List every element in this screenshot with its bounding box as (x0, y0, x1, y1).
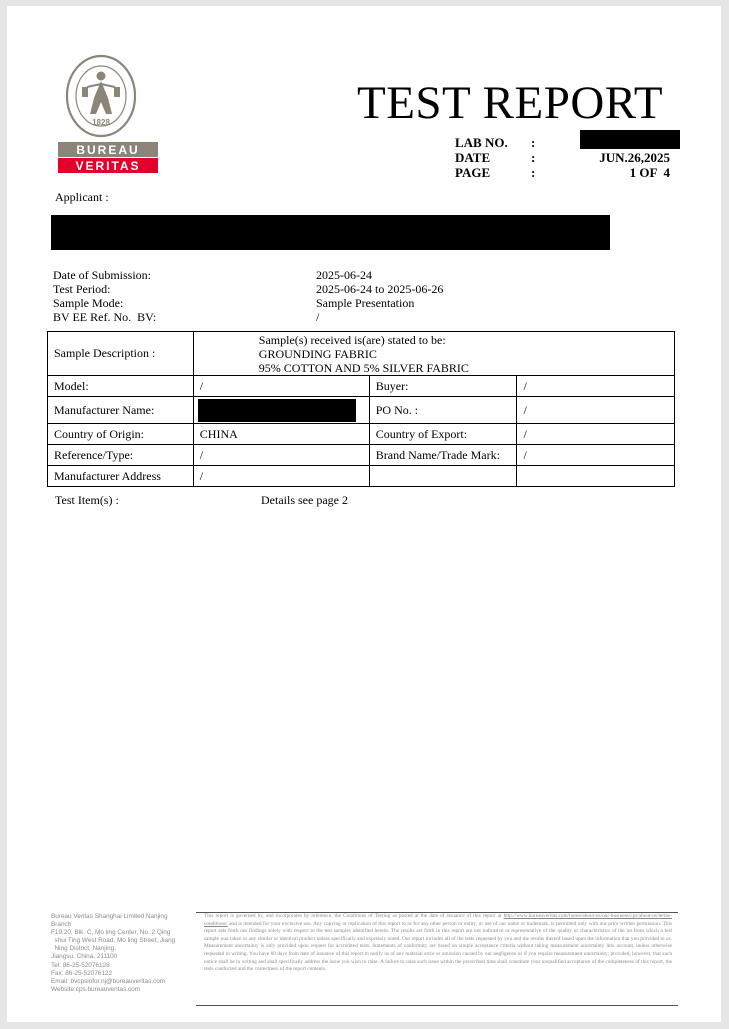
description-line: 95% COTTON AND 5% SILVER FABRIC (258, 361, 469, 375)
footer-address (51, 913, 191, 994)
description-line: GROUNDING FABRIC (258, 347, 377, 361)
report-title: TEST REPORT (357, 77, 664, 129)
manufacturer-address-label: Manufacturer Address (48, 466, 194, 487)
address-line: Jiangsu, China, 211100 (51, 953, 118, 961)
table-row (48, 397, 675, 424)
brand-name-value: / (517, 445, 675, 466)
address-line: Fax: 86-25-52076122 (51, 969, 113, 977)
page-label: PAGE (455, 165, 491, 180)
applicant-label: Applicant : (55, 190, 109, 204)
bureau-veritas-logo (58, 54, 158, 174)
address-line: Tel: 86-25-52076128 (51, 961, 110, 969)
test-items-label: Test Item(s) : (55, 493, 119, 507)
brand-name-label: Brand Name/Trade Mark: (369, 445, 517, 466)
address-line: Email: bvcpsinfor.nj@bureauveritas.com (51, 977, 166, 985)
date-value: JUN.26,2025 (599, 150, 670, 165)
address-line: Ning District, Nanjing, (51, 945, 116, 953)
test-period-value: 2025-06-24 to 2025-06-26 (316, 282, 444, 296)
country-origin-value: CHINA (193, 424, 369, 445)
footer-bottom-rule (196, 1005, 678, 1006)
logo-year: 1828 (92, 118, 110, 127)
empty-cell (517, 466, 675, 487)
country-origin-label: Country of Origin: (48, 424, 194, 445)
address-line: Branch (51, 921, 72, 929)
address-line: shui Ting West Road, Mo ling Street, Jiang (51, 937, 176, 945)
test-items-value: Details see page 2 (261, 493, 348, 507)
manufacturer-address-value: / (193, 466, 369, 487)
logo-word-bureau: BUREAU (76, 143, 140, 157)
po-no-label: PO No. : (369, 397, 517, 424)
lab-no-label: LAB NO. (455, 135, 508, 150)
manufacturer-name-redaction (198, 399, 356, 422)
submission-date-label: Date of Submission: (53, 268, 151, 282)
sample-description-label: Sample Description : (48, 332, 194, 376)
page-colon: : (531, 165, 536, 180)
reference-type-value: / (193, 445, 369, 466)
model-label: Model: (48, 376, 194, 397)
table-row (48, 445, 675, 466)
address-line: Website:cps.bureauveritas.com (51, 985, 141, 993)
buyer-label: Buyer: (369, 376, 517, 397)
lab-no-colon: : (531, 135, 536, 150)
address-line: Bureau Veritas Shanghai Limited Nanjing (51, 913, 168, 920)
page-value: 1 OF 4 (629, 165, 670, 180)
country-export-label: Country of Export: (369, 424, 517, 445)
terms-link[interactable]: http://www.bureauveritas.com/home/about-us/our-business/cps/about-us/terms-conditions/ (204, 913, 672, 927)
lab-no-redaction (580, 130, 680, 149)
sample-info-table (47, 331, 675, 487)
bv-ref-value: / (316, 310, 320, 324)
date-label: DATE (455, 150, 491, 165)
footer-disclaimer (204, 913, 672, 974)
po-no-value: / (517, 397, 675, 424)
test-period-label: Test Period: (53, 282, 111, 296)
applicant-redaction (51, 215, 610, 250)
table-row (48, 376, 675, 397)
description-line: Sample(s) received is(are) stated to be: (258, 333, 446, 347)
address-line: F19,20, Blk. C, Mo ling Center, No. 2 Qing (51, 929, 171, 937)
sample-description-value (193, 332, 674, 376)
buyer-value: / (517, 376, 675, 397)
bv-ref-label: BV EE Ref. No. BV: (53, 310, 157, 324)
table-row (48, 466, 675, 487)
manufacturer-name-label: Manufacturer Name: (48, 397, 194, 424)
reference-type-label: Reference/Type: (48, 445, 194, 466)
model-value: / (193, 376, 369, 397)
submission-date-value: 2025-06-24 (316, 268, 372, 282)
empty-cell (369, 466, 517, 487)
date-colon: : (531, 150, 536, 165)
sample-description-row (48, 332, 675, 376)
country-export-value: / (517, 424, 675, 445)
sample-mode-value: Sample Presentation (316, 296, 415, 310)
table-row (48, 424, 675, 445)
disclaimer-text: and is intended for your exclusive use. Any copying or replication of this report to or for any other person or entity, or use of our name or trademark, is permitted only with our prior written permission. This report sets forth our findings solely with respect to the test samples identified herein. The results set forth in this report are not indicative or representative of the quality or characteristics of the lot from which a test sample was taken or any similar or identical product unless specifically and expressly noted. Our report includes all of the tests requested by you and the results thereof based upon the information that you provided to us. Measurement uncertainty is only provided upon request for accredited tests. Statements of conformity are based on simple acceptance criteria without taking measurement uncertainty into account, unless otherwise requested in writing. You have 60 days from date of issuance of this report to notify us of any material error or omission caused by our negligence or if you require measurement uncertainty; provided, however, that such notice shall be in writing and shall specifically address the issue you wish to raise. A failure to raise such issue within the prescribed time shall constitute your unqualified acceptance of the completeness of this report, the tests conducted and the correctness of the report contents. (204, 920, 672, 973)
sample-mode-label: Sample Mode: (53, 296, 124, 310)
logo-word-veritas: VERITAS (75, 159, 141, 173)
manufacturer-name-value (193, 397, 369, 424)
disclaimer-text: This report is governed by, and incorporates by reference, the Conditions of Testing as posted at the date of issuance of this report at (204, 913, 504, 919)
